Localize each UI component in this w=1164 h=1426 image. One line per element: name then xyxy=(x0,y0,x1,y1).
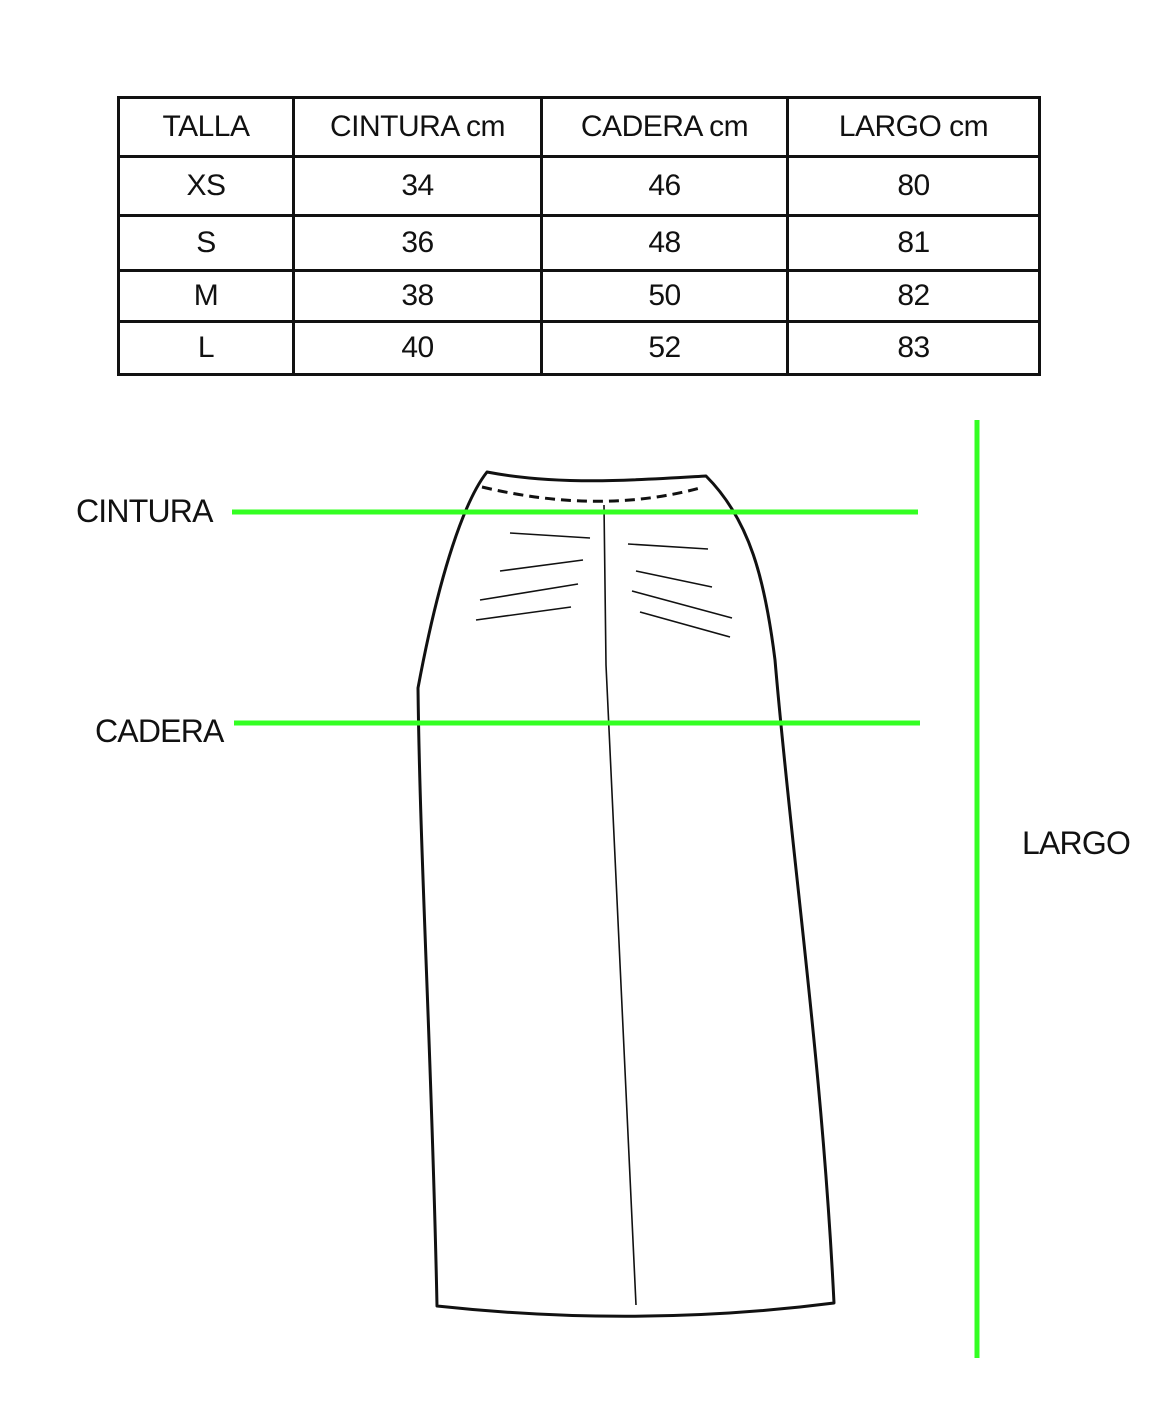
cell-size: M xyxy=(119,271,294,322)
skirt-outline xyxy=(418,472,834,1316)
cell-size: XS xyxy=(119,157,294,216)
hip-label: CADERA xyxy=(95,713,224,749)
header-talla: TALLA xyxy=(119,98,294,157)
cell-waist: 36 xyxy=(294,216,542,271)
cell-waist: 38 xyxy=(294,271,542,322)
cell-size: L xyxy=(119,322,294,375)
cell-length: 80 xyxy=(788,157,1040,216)
cell-waist: 40 xyxy=(294,322,542,375)
waistband-seam xyxy=(482,487,700,501)
waist-label: CINTURA xyxy=(76,493,213,529)
cell-length: 82 xyxy=(788,271,1040,322)
header-cintura: CINTURA cm xyxy=(294,98,542,157)
center-seam xyxy=(604,505,636,1305)
length-label: LARGO xyxy=(1022,825,1131,861)
drape-lines-right xyxy=(628,544,732,637)
header-cadera: CADERA cm xyxy=(542,98,788,157)
cell-waist: 34 xyxy=(294,157,542,216)
cell-hip: 52 xyxy=(542,322,788,375)
cell-size: S xyxy=(119,216,294,271)
cell-hip: 50 xyxy=(542,271,788,322)
header-largo: LARGO cm xyxy=(788,98,1040,157)
cell-hip: 46 xyxy=(542,157,788,216)
drape-lines-left xyxy=(476,533,590,620)
cell-length: 81 xyxy=(788,216,1040,271)
cell-length: 83 xyxy=(788,322,1040,375)
cell-hip: 48 xyxy=(542,216,788,271)
